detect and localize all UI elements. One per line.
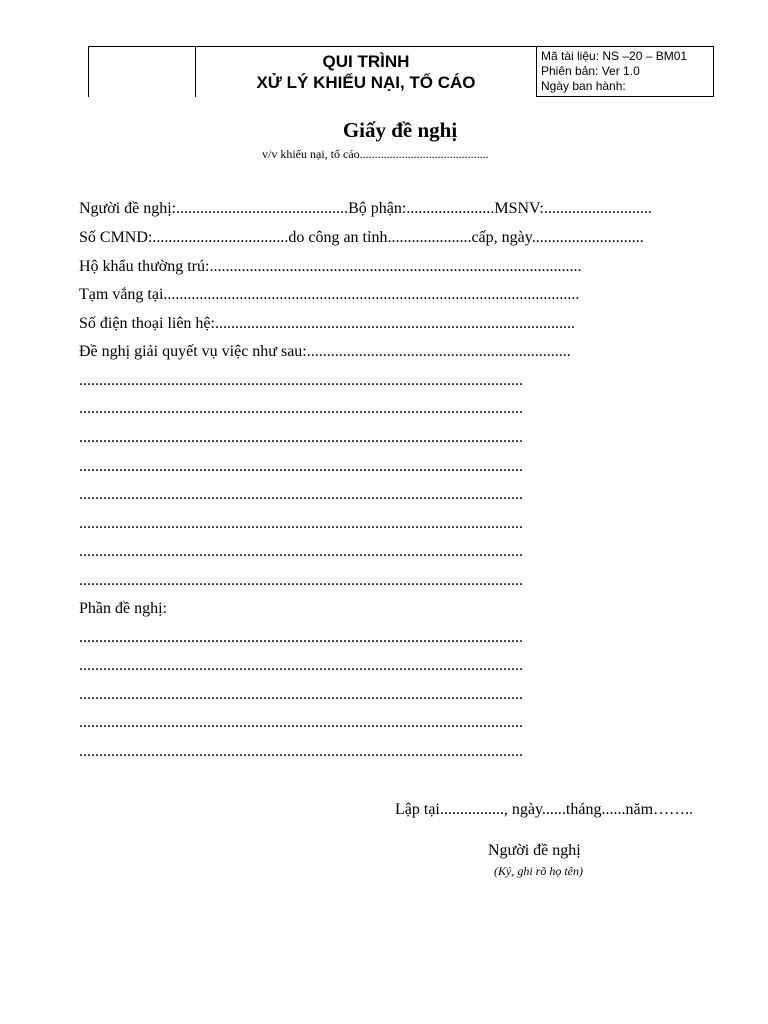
phone-line: Số điện thoại liên hệ:.......................................................................................... — [79, 315, 575, 332]
proposal-blank-line: ............................................................................................................... — [79, 714, 523, 731]
form-subtitle: v/v khiếu nại, tố cáo........................................... — [262, 147, 489, 161]
header-table — [88, 46, 714, 97]
request-blank-line: ............................................................................................................... — [79, 429, 523, 446]
header-logo-cell — [89, 47, 196, 97]
request-blank-line: ............................................................................................................... — [79, 458, 523, 475]
proposal-blank-line: ............................................................................................................... — [79, 629, 523, 646]
request-blank-line: ............................................................................................................... — [79, 515, 523, 532]
doc-code: Mã tài liệu: NS –20 – BM01 — [541, 49, 688, 63]
permanent-address-line: Hộ khẩu thường trú:............................................................................................. — [79, 258, 582, 275]
form-title: Giấy đề nghị — [342, 118, 458, 142]
proposal-blank-line: ............................................................................................................... — [79, 686, 523, 703]
proposal-label: Phần đề nghị: — [79, 600, 167, 617]
doc-issue-date: Ngày ban hành: — [541, 79, 626, 93]
header-procedure-cell — [196, 47, 537, 97]
request-blank-line: ............................................................................................................... — [79, 572, 523, 589]
procedure-title-line1: QUI TRÌNH — [322, 51, 410, 71]
request-blank-line: ............................................................................................................... — [79, 372, 523, 389]
signature-title: Người đề nghị — [488, 842, 581, 859]
doc-version: Phiên bản: Ver 1.0 — [541, 64, 640, 78]
request-blank-line: ............................................................................................................... — [79, 486, 523, 503]
procedure-title-line2: XỬ LÝ KHIẾU NẠI, TỐ CÁO — [256, 72, 476, 92]
proposal-blank-line: ............................................................................................................... — [79, 657, 523, 674]
request-blank-line: ............................................................................................................... — [79, 400, 523, 417]
header-info-cell — [537, 47, 714, 97]
requester-line: Người đề nghị:...........................................Bộ phận:......................MSNV:........................... — [79, 200, 652, 217]
signature-note: (Ký, ghi rõ họ tên) — [494, 864, 583, 878]
proposal-blank-line: ............................................................................................................... — [79, 743, 523, 760]
id-card-line: Số CMND:..................................do công an tỉnh.....................cấp, ngày............................ — [79, 229, 644, 246]
request-blank-line: ............................................................................................................... — [79, 543, 523, 560]
signature-place-date: Lập tại................, ngày......tháng......năm…….. — [395, 801, 694, 818]
request-label-line: Đề nghị giải quyết vụ việc như sau:.................................................................. — [79, 343, 571, 360]
temporary-address-line: Tạm vắng tại........................................................................................................ — [79, 286, 580, 303]
